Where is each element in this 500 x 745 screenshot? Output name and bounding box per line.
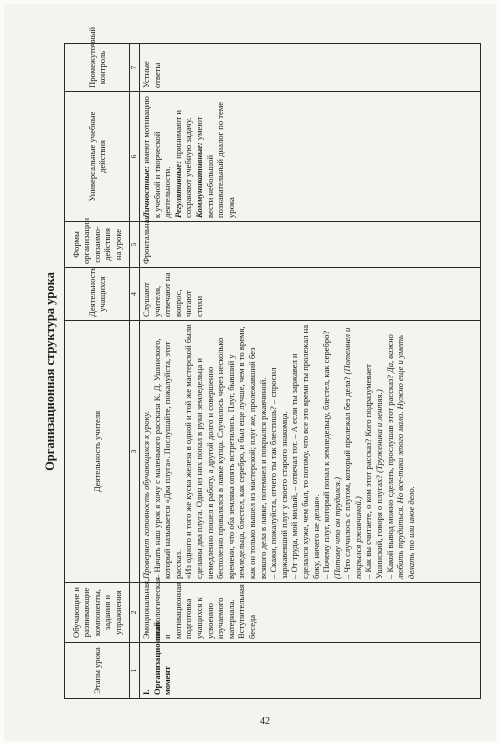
uud-item (173, 95, 194, 218)
column-number: 5 (130, 222, 140, 268)
question-block (363, 324, 384, 579)
uud-text: имеют мотивацию к учебной и творческой деятельности. (141, 96, 173, 218)
uud-item (194, 95, 236, 218)
column-number: 3 (130, 321, 140, 583)
column-number: 7 (130, 44, 140, 92)
teacher-paragraph: – От труда, мой милый, – отвечал тот. – А если ты заржавел и сделался хуже, чем был, то потому, что все это время ты пролежал на боку, ничего не делая». (289, 324, 321, 579)
header-cell: Этапы урока (65, 643, 130, 699)
uud-label: Личностные: (141, 165, 151, 218)
column-number-row (130, 44, 140, 699)
students-activity-cell: Слушают учителя, отвечают на вопрос, читают стихи (140, 268, 481, 321)
rotated-table-area (42, 26, 492, 699)
question-block (342, 324, 363, 579)
teacher-paragraph: «Из одного и того же куска железа в одной и той же мастерской были сделаны два плуга. Один из них попал в руки земледельца и немедленно пошел в работу, а другой долго и совершенно бесполезно провалялся в лавке купца. Случилось через несколько времени, что оба земляка опять встретились. Плуг, бывший у земледельца, блестел, как серебро, и был еще лучше, чем в то время, как он только вышел из мастерской; плуг же, пролежавший без всякого дела в лавке, потемнел и покрылся ржавчиной. (183, 324, 268, 579)
header-cell: Универсальные учебные действия (65, 92, 130, 222)
expected-answer: Да, важно любить трудиться. Но все-таки этого мало. Нужно еще и уметь делать то или иное дело. (384, 334, 416, 579)
column-number: 1 (130, 643, 140, 699)
table-row (140, 44, 481, 699)
control-cell: Устные ответы (140, 44, 481, 92)
uud-text: умеют вести небольшой познавательный диалог по теме урока (193, 101, 236, 218)
header-cell: Промежуточный контроль (65, 44, 130, 92)
teacher-paragraph: Проверяет готовность обучающихся к уроку. (141, 410, 151, 579)
header-cell: Деятельность учителя (65, 321, 130, 583)
column-number: 2 (130, 583, 140, 643)
lesson-structure-table (64, 26, 481, 699)
teacher-activity-cell (140, 321, 481, 583)
uud-label: Регулятивные: (172, 160, 183, 218)
page (4, 4, 496, 741)
uud-cell (140, 92, 481, 222)
teacher-question: – Почему плуг, который попал к земледельцу, блестел, как серебро? (321, 330, 332, 579)
teacher-question: – Как вы считаете, о ком этот рассказ? Кого подразумевает Ушинский, говоря о плугах? (363, 364, 385, 579)
header-cell: Деятельность учащихся (65, 268, 130, 321)
uud-label: Коммуникативные: (193, 142, 204, 218)
question-block (321, 324, 342, 579)
expected-answer: (Труженика и лентяя.) (374, 389, 385, 473)
header-cell: Формы организации совзаимо-действия на уроке (65, 222, 130, 268)
form-cell: Фронтальная (140, 222, 481, 268)
header-cell: Обучающие и развивающие компоненты, задания и упражнения (65, 583, 130, 643)
uud-item (141, 95, 173, 218)
expected-answer: (Потемнел и покрылся ржавчиной.) (342, 327, 363, 579)
stage-cell: I. Организационный момент (140, 643, 481, 699)
question-block (385, 324, 417, 579)
column-number: 4 (130, 268, 140, 321)
teacher-question: – Какой вывод можно сделать, прослушав этот рассказ? (384, 374, 395, 579)
header-row (65, 44, 130, 699)
components-cell: Эмоциональная, психологическая и мотивационная подготовка учащихся к усвоению изучаемого материала. Вступительная беседа (140, 583, 481, 643)
teacher-paragraph: – Начать наш урок я хочу с маленького рассказа К. Д. Ушинского, который называется «Два плуга». Послушайте, пожалуйста, этот рассказ. (151, 338, 183, 579)
page-number: 42 (260, 716, 270, 727)
document-title: Организационная структура урока (43, 272, 57, 471)
teacher-question: – Что случилось с плугом, который пролежал без дела? (342, 376, 353, 579)
column-number: 6 (130, 92, 140, 222)
teacher-paragraph: – Скажи, пожалуйста, отчего ты так блестишь? – спросил заржавевший плуг у своего старого знакомца. (268, 367, 289, 579)
expected-answer: (Потому что он трудился.) (331, 477, 342, 579)
uud-text: принимают и сохраняют учебную задачу. (172, 110, 194, 218)
